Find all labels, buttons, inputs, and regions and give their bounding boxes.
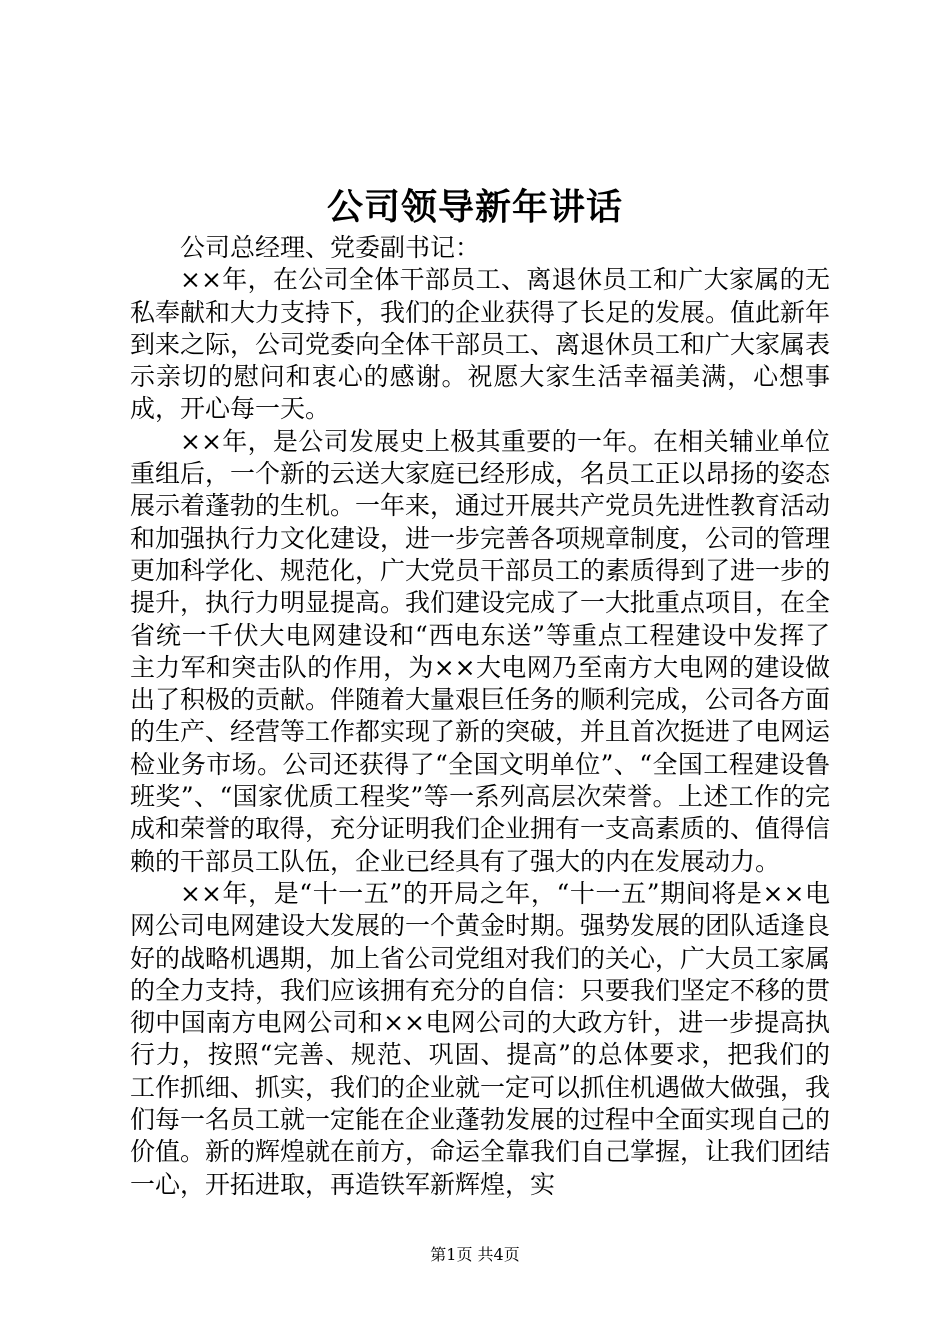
body-paragraph: ××年，是“十一五”的开局之年，“十一五”期间将是××电网公司电网建设大发展的一个黄金时期。强势发展的团队适逢良好的战略机遇期，加上省公司党组对我们的关心，广大员工家属的全力支持，我们应该拥有充分的自信：只要我们坚定不移的贯彻中国南方电网公司和××电网公司的大政方针，进一步提高执行力，按照“完善、规范、巩固、提高”的总体要求，把我们的工作抓细、抓实，我们的企业就一定可以抓住机遇做大做强，我们每一名员工就一定能在企业蓬勃发展的过程中全面实现自己的价值。新的辉煌就在前方，命运全靠我们自己掌握，让我们团结一心，开拓进取，再造铁军新辉煌，实 (130, 878, 831, 1199)
page-number-footer: 第1页 共4页 (430, 1245, 520, 1264)
body-paragraph: ××年，是公司发展史上极其重要的一年。在相关辅业单位重组后，一个新的云送大家庭已经形成，名员工正以昂扬的姿态展示着蓬勃的生机。一年来，通过开展共产党员先进性教育活动和加强执行力文化建设，进一步完善各项规章制度，公司的管理更加科学化、规范化，广大党员干部员工的素质得到了进一步的提升，执行力明显提高。我们建设完成了一大批重点项目，在全省统一千伏大电网建设和“西电东送”等重点工程建设中发挥了主力军和突击队的作用，为××大电网乃至南方大电网的建设做出了积极的贡献。伴随着大量艰巨任务的顺利完成，公司各方面的生产、经营等工作都实现了新的突破，并且首次挺进了电网运检业务市场。公司还获得了“全国文明单位”、“全国工程建设鲁班奖”、“国家优质工程奖”等一系列高层次荣誉。上述工作的完成和荣誉的取得，充分证明我们企业拥有一支高素质的、值得信赖的干部员工队伍，企业已经具有了强大的内在发展动力。 (130, 426, 831, 876)
salutation-paragraph: 公司总经理、党委副书记： (180, 233, 481, 262)
body-paragraph: ××年，在公司全体干部员工、离退休员工和广大家属的无私奉献和大力支持下，我们的企业获得了长足的发展。值此新年到来之际，公司党委向全体干部员工、离退休员工和广大家属表示亲切的慰问和衷心的感谢。祝愿大家生活幸福美满，心想事成，开心每一天。 (130, 265, 831, 424)
document-body (130, 232, 830, 1201)
document-title: 公司领导新年讲话 (326, 186, 623, 228)
